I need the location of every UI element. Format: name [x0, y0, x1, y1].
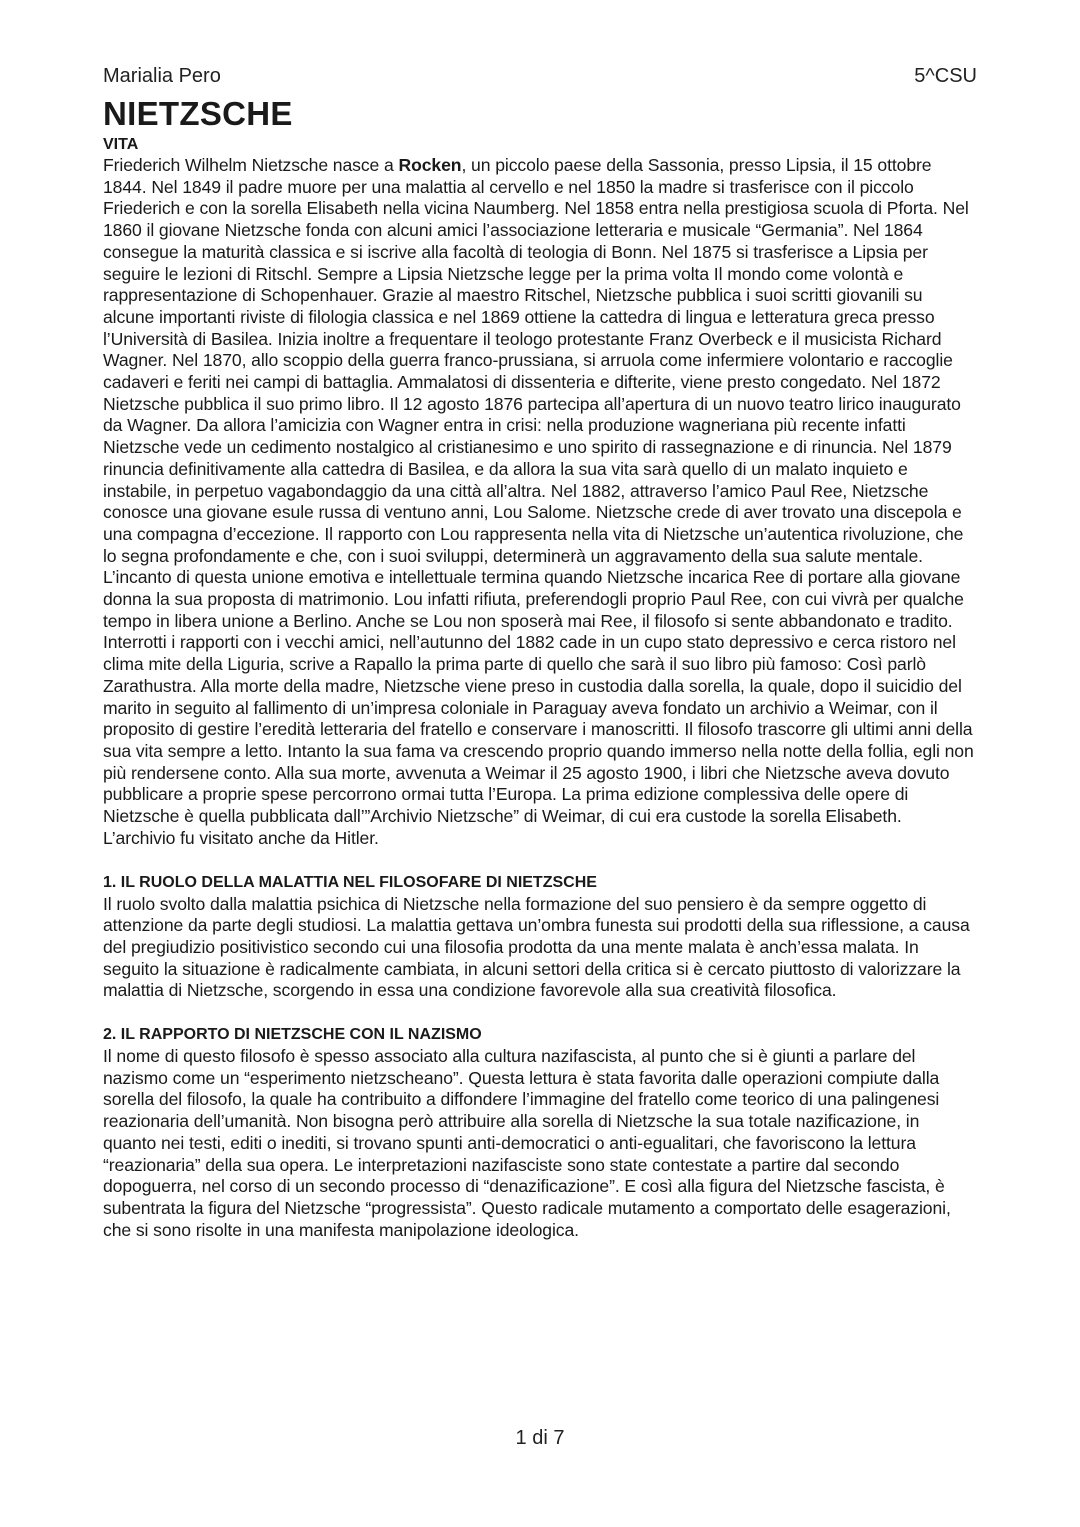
- section-paragraph: Il nome di questo filosofo è spesso associato alla cultura nazifascista, al punto che si è giunti a parlare del nazismo come un “esperimento nietzscheano”. Questa lettura è stata favorita dalle operazioni compiute dalla sorella del filosofo, la quale ha contribuito a diffondere l’immagine del fratello come teorico di una palingenesi reazionaria dell’umanità. Non bisogna però attribuire alla sorella di Nietzsche la sua totale nazificazione, in quanto nei testi, editi o inediti, si trovano spunti anti-democratici o anti-egualitari, che favoriscono la lettura “reazionaria” della sua opera. Le interpretazioni nazifasciste sono state contestate a partire dal secondo dopoguerra, nel corso di un secondo processo di “denazificazione”. E così alla figura del Nietzsche fascista, è subentrata la figura del Nietzsche “progressista”. Questo radicale mutamento a comportato delle esagerazioni, che si sono risolte in una manifesta manipolazione ideologica.: [103, 1046, 951, 1240]
- author-name: Marialia Pero: [103, 65, 221, 87]
- page-header: [103, 62, 977, 90]
- section-nazism: [103, 1024, 977, 1241]
- vita-heading: VITA: [103, 136, 139, 153]
- section-illness: [103, 872, 977, 1003]
- vita-paragraph: [103, 155, 977, 850]
- vita-body: , un piccolo paese della Sassonia, presso Lipsia, il 15 ottobre 1844. Nel 1849 il padre muore per una malattia al cervello e nel 1850 la madre si trasferisce con il piccolo Friederich e con la sorella Elisabeth nella vicina Naumberg. Nel 1858 entra nella prestigiosa scuola di Pforta. Nel 1860 il giovane Nietzsche fonda con alcuni amici l’associazione letteraria e musicale “Germania”. Nel 1864 consegue la maturità classica e si iscrive alla facoltà di teologia di Bonn. Nel 1875 si trasferisce a Lipsia per seguire le lezioni di Ritschl. Sempre a Lipsia Nietzsche legge per la prima volta Il mondo come volontà e rappresentazione di Schopenhauer. Grazie al maestro Ritschel, Nietzsche pubblica i suoi scritti giovanili su alcune importanti riviste di filologia classica e nel 1869 ottiene la cattedra di lingua e letteratura greca presso l’Università di Basilea. Inizia inoltre a frequentare il teologo protestante Franz Overbeck e il musicista Richard Wagner. Nel 1870, allo scoppio della guerra franco-prussiana, si arruola come infermiere volontario e raccoglie cadaveri e feriti nei campi di battaglia. Ammalatosi di dissenteria e difterite, viene presto congedato. Nel 1872 Nietzsche pubblica il suo primo libro. Il 12 agosto 1876 partecipa all’apertura di un nuovo teatro lirico inaugurato da Wagner. Da allora l’amicizia con Wagner entra in crisi: nella produzione wagneriana più recente infatti Nietzsche vede un cedimento nostalgico al cristianesimo e uno spirito di rassegnazione e di rinuncia. Nel 1879 rinuncia definitivamente alla cattedra di Basilea, e da allora la sua vita sarà quello di un malato inquieto e instabile, in perpetuo vagabondaggio da una città all’altra. Nel 1882, attraverso l’amico Paul Ree, Nietzsche conosce una giovane esule russa di ventuno anni, Lou Salome. Nietzsche crede di aver trovato una discepola e una compagna d’eccezione. Il rapporto con Lou rappresenta nella vita di Nietzsche un’autentica rivoluzione, che lo segna profondamente e che, con i suoi sviluppi, determinerà un aggravamento della sua salute mentale. L’incanto di questa unione emotiva e intellettuale termina quando Nietzsche incarica Ree di portare alla giovane donna la sua proposta di matrimonio. Lou infatti rifiuta, preferendogli proprio Paul Ree, con cui vivrà per qualche tempo in libera unione a Berlino. Anche se Lou non sposerà mai Ree, il filosofo si sente abbandonato e tradito. Interrotti i rapporti con i vecchi amici, nell’autunno del 1882 cade in un cupo stato depressivo e cerca ristoro nel clima mite della Liguria, scrive a Rapallo la prima parte di quello che sarà il suo libro più famoso: Così parlò Zarathustra. Alla morte della madre, Nietzsche viene preso in custodia dalla sorella, la quale, dopo il suicidio del marito in seguito al fallimento di un’impresa coloniale in Paraguay aveva fondato un archivio a Weimar, con il proposito di gestire l’eredità letteraria del fratello e conservare i manoscritti. Il filosofo trascorre gli ultimi anni della sua vita sempre a letto. Intanto la sua fama va crescendo proprio quando immerso nella notte della follia, egli non più rendersene conto. Alla sua morte, avvenuta a Weimar il 25 agosto 1900, i libri che Nietzsche aveva dovuto pubblicare a proprie spese percorrono ormai tutta l’Europa. La prima edizione complessiva delle opere di Nietzsche è quella pubblicata dall’”Archivio Nietzsche” di Weimar, di cui era custode la sorella Elisabeth. L’archivio fu visitato anche da Hitler.: [103, 155, 974, 848]
- vita-intro: Friederich Wilhelm Nietzsche nasce a: [103, 155, 399, 175]
- class-label: 5^CSU: [914, 65, 977, 87]
- page-number: 1 di 7: [515, 1427, 565, 1449]
- document-title: NIETZSCHE: [103, 95, 293, 132]
- section-heading: 1. IL RUOLO DELLA MALATTIA NEL FILOSOFARE DI NIETZSCHE: [103, 873, 597, 891]
- section-paragraph: Il ruolo svolto dalla malattia psichica di Nietzsche nella formazione del suo pensiero è da sempre oggetto di attenzione da parte degli studiosi. La malattia gettava un’ombra funesta sui prodotti della sua riflessione, a causa del pregiudizio positivistico secondo cui una filosofia prodotta da una mente malata è anch’essa malata. In seguito la situazione è radicalmente cambiata, in alcuni settori della critica si è cercato piuttosto di valorizzare la malattia di Nietzsche, scorgendo in essa una condizione favorevole alla sua creatività filosofica.: [103, 893, 970, 1001]
- vita-place: Rocken: [398, 155, 462, 175]
- document-page: [103, 62, 977, 1241]
- section-heading: 2. IL RAPPORTO DI NIETZSCHE CON IL NAZISMO: [103, 1026, 482, 1044]
